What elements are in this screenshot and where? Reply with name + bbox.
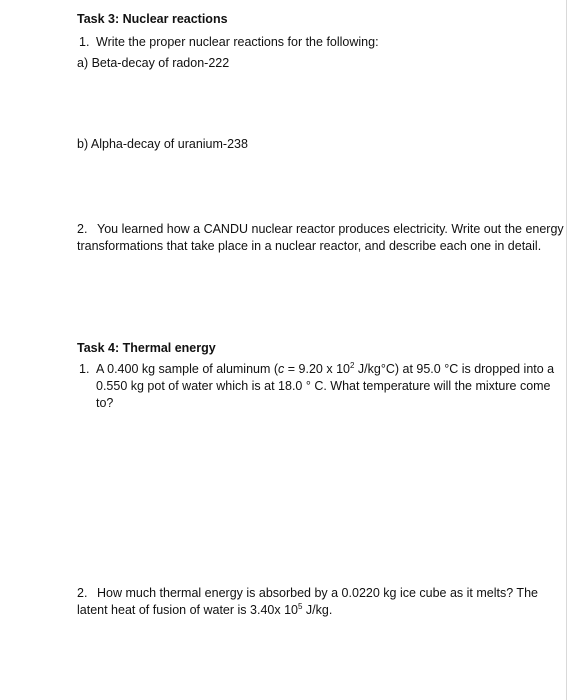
task4-q1-exponent: 2 [349, 361, 355, 370]
task4-q1-text-mid: = 9.20 x 10 [284, 362, 350, 376]
task4-q2-exponent: 5 [297, 602, 303, 611]
task3-q1-number: 1. [79, 35, 90, 49]
task4-q1-text-start: A 0.400 kg sample of aluminum ( [96, 362, 279, 376]
task3-q2-text: You learned how a CANDU nuclear reactor produces electricity. Write out the energy transformations that take place in a nuclear reactor, and describe each one in detail. [77, 222, 564, 253]
task3-q1-text: Write the proper nuclear reactions for the following: [96, 35, 379, 49]
task4-q2-text-end: J/kg. [302, 603, 333, 617]
specific-heat-symbol: c [278, 362, 285, 376]
task4-q2-number: 2. [77, 586, 88, 600]
task4-question-2 [77, 585, 567, 619]
task3-heading: Task 3: Nuclear reactions [77, 12, 228, 26]
task4-heading: Task 4: Thermal energy [77, 341, 216, 355]
task3-part-b: b) Alpha-decay of uranium-238 [77, 137, 248, 151]
task3-question-1 [77, 34, 567, 51]
task4-q1-text-end: J/kg°C) at 95.0 °C is dropped into a 0.550 kg pot of water which is at 18.0 ° C. What temperature will the mixture come to? [96, 362, 555, 410]
task4-q1-number: 1. [79, 362, 90, 376]
task3-q2-number: 2. [77, 222, 88, 236]
task3-question-2 [77, 221, 567, 255]
task4-q2-text [77, 585, 567, 619]
task4-q2-text-start: How much thermal energy is absorbed by a 0.0220 kg ice cube as it melts? The latent heat of fusion of water is 3.40x 10 [77, 586, 538, 617]
task3-part-a: a) Beta-decay of radon-222 [77, 56, 230, 70]
task4-q1-text [96, 361, 567, 412]
task4-question-1 [77, 361, 567, 412]
